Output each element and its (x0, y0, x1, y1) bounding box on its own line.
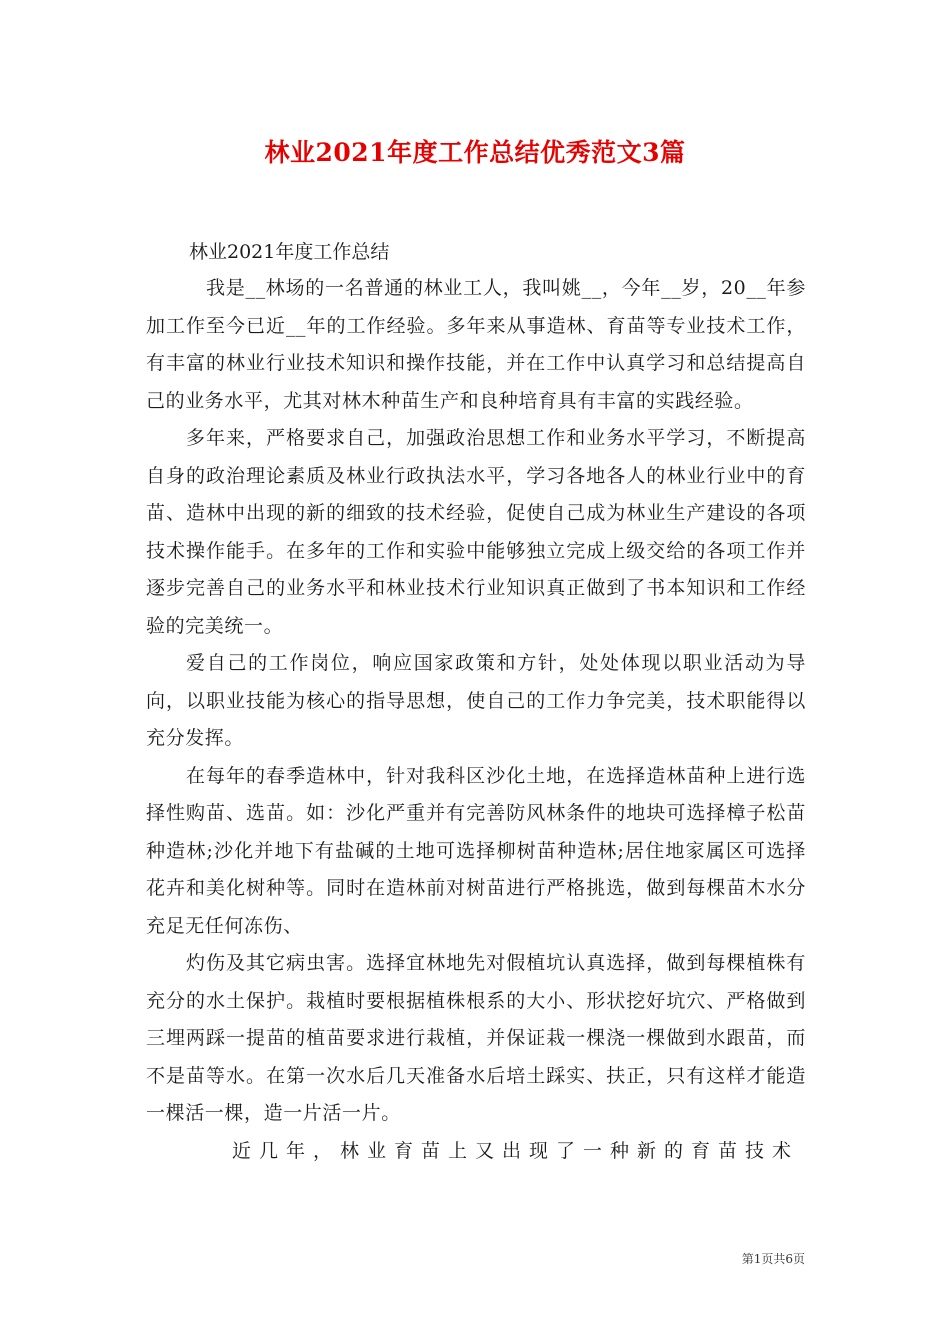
paragraph-planting-method: 灼伤及其它病虫害。选择宜林地先对假植坑认真选择，做到每棵植株有充分的水土保护。栽植时要根据植株根系的大小、形状挖好坑穴、严格做到三埋两踩一提苗的植苗要求进行栽植，并保证栽一棵浇一棵做到水跟苗，而不是苗等水。在第一次水后几天准备水后培土踩实、扶正，只有这样才能造一棵活一棵，造一片活一片。 (146, 952, 806, 1124)
paragraph-job-dedication: 爱自己的工作岗位，响应国家政策和方针，处处体现以职业活动为导向，以职业技能为核心的指导思想，使自己的工作力争完美，技术职能得以充分发挥。 (146, 652, 806, 749)
paragraph-spring-planting: 在每年的春季造林中，针对我科区沙化土地，在选择造林苗种上进行选择性购苗、选苗。如：沙化严重并有完善防风林条件的地块可选择樟子松苗种造林;沙化并地下有盐碱的土地可选择柳树苗种造林;居住地家属区可选择花卉和美化树种等。同时在造林前对树苗进行严格挑选，做到每棵苗木水分充足无任何冻伤、 (146, 764, 806, 937)
page-number: 第1页共6页 (741, 1252, 805, 1266)
page-title: 林业2021年度工作总结优秀范文3篇 (264, 138, 686, 167)
paragraph-new-technique: 近几年，林业育苗上又出现了一种新的育苗技术 (232, 1139, 800, 1162)
paragraph-intro: 我是__林场的一名普通的林业工人，我叫姚__，今年__岁，20__年参加工作至今已近__年的工作经验。多年来从事造林、育苗等专业技术工作，有丰富的林业行业技术知识和操作技能，并在工作中认真学习和总结提高自己的业务水平，尤其对林木种苗生产和良种培育具有丰富的实践经验。 (146, 277, 806, 412)
section-heading: 林业2021年度工作总结 (189, 241, 390, 263)
paragraph-self-discipline: 多年来，严格要求自己，加强政治思想工作和业务水平学习，不断提高自身的政治理论素质及林业行政执法水平，学习各地各人的林业行业中的育苗、造林中出现的新的细致的技术经验，促使自己成为林业生产建设的各项技术操作能手。在多年的工作和实验中能够独立完成上级交给的各项工作并逐步完善自己的业务水平和林业技术行业知识真正做到了书本知识和工作经验的完美统一。 (146, 427, 806, 637)
document-body (146, 240, 806, 1170)
